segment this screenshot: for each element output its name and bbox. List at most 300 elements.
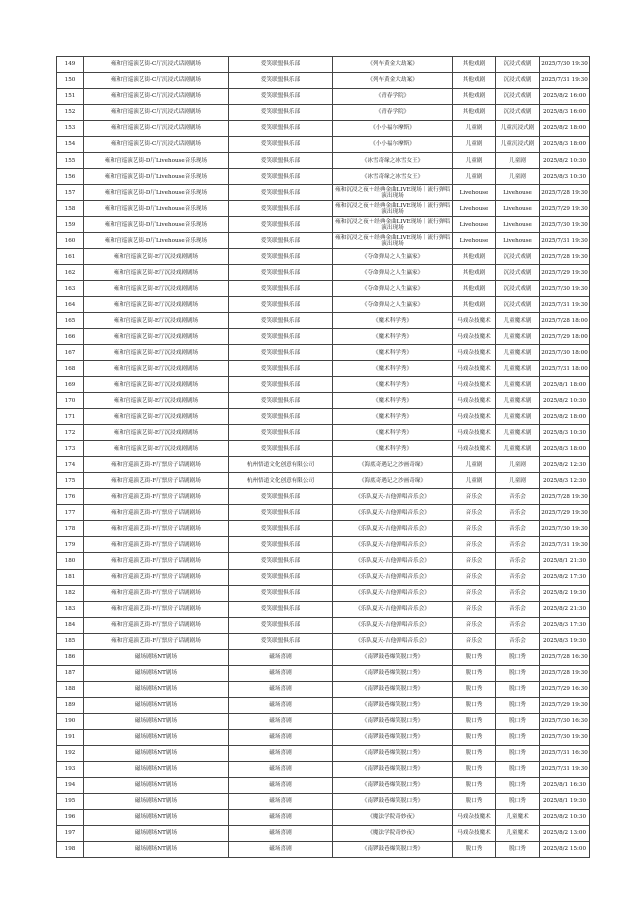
subcategory-cell: 脱口秀 — [496, 777, 540, 793]
datetime-cell: 2025/8/3 12:30 — [540, 473, 590, 489]
datetime-cell: 2025/8/2 16:00 — [540, 89, 590, 105]
datetime-cell: 2025/8/2 13:00 — [540, 825, 590, 841]
datetime-cell: 2025/7/31 19:30 — [540, 761, 590, 777]
category-cell: 马戏杂技魔术 — [453, 393, 496, 409]
show-title-cell: 《南锣鼓巷爆笑脱口秀》 — [333, 777, 453, 793]
row-number: 184 — [57, 617, 84, 633]
category-cell: 脱口秀 — [453, 841, 496, 857]
venue-cell: 雍和宫巡演艺街-E厅沉浸戏剧剧场 — [84, 377, 229, 393]
show-title-cell: 《魔术科学秀》 — [333, 393, 453, 409]
show-title-cell: 《魔术科学秀》 — [333, 377, 453, 393]
venue-cell: 磁场剧场NT剧场 — [84, 825, 229, 841]
datetime-cell: 2025/8/3 19:30 — [540, 633, 590, 649]
table-row — [57, 617, 590, 633]
category-cell: 马戏杂技魔术 — [453, 409, 496, 425]
category-cell: 音乐会 — [453, 521, 496, 537]
row-number: 186 — [57, 649, 84, 665]
subcategory-cell: 沉浸式戏剧 — [496, 73, 540, 89]
datetime-cell: 2025/7/29 19:30 — [540, 201, 590, 217]
datetime-cell: 2025/8/3 10:30 — [540, 425, 590, 441]
table-row — [57, 665, 590, 681]
venue-cell: 雍和宫巡演艺街-C厅沉浸式话剧剧场 — [84, 57, 229, 73]
row-number: 182 — [57, 585, 84, 601]
subcategory-cell: 沉浸式戏剧 — [496, 297, 540, 313]
organizer-cell: 磁场喜剧 — [229, 793, 333, 809]
organizer-cell: 爱笑联盟俱乐部 — [229, 265, 333, 281]
subcategory-cell: Livehouse — [496, 201, 540, 217]
table-row — [57, 697, 590, 713]
datetime-cell: 2025/7/31 19:30 — [540, 297, 590, 313]
venue-cell: 磁场剧场NT剧场 — [84, 697, 229, 713]
venue-cell: 雍和宫巡演艺街-E厅沉浸戏剧剧场 — [84, 409, 229, 425]
row-number: 160 — [57, 233, 84, 249]
organizer-cell: 爱笑联盟俱乐部 — [229, 249, 333, 265]
datetime-cell: 2025/7/30 19:30 — [540, 281, 590, 297]
category-cell: 音乐会 — [453, 505, 496, 521]
category-cell: 脱口秀 — [453, 649, 496, 665]
table-row — [57, 137, 590, 153]
category-cell: 其他戏剧 — [453, 249, 496, 265]
table-row — [57, 553, 590, 569]
table-row — [57, 601, 590, 617]
subcategory-cell: 沉浸式戏剧 — [496, 249, 540, 265]
venue-cell: 雍和宫巡演艺街-D厅Livehouse音乐现场 — [84, 217, 229, 233]
category-cell: 脱口秀 — [453, 777, 496, 793]
datetime-cell: 2025/7/29 16:30 — [540, 681, 590, 697]
datetime-cell: 2025/8/2 15:00 — [540, 841, 590, 857]
category-cell: 脱口秀 — [453, 761, 496, 777]
category-cell: 马戏杂技魔术 — [453, 809, 496, 825]
organizer-cell: 爱笑联盟俱乐部 — [229, 441, 333, 457]
organizer-cell: 爱笑联盟俱乐部 — [229, 361, 333, 377]
show-title-cell: 《青春学院》 — [333, 105, 453, 121]
organizer-cell: 爱笑联盟俱乐部 — [229, 393, 333, 409]
organizer-cell: 爱笑联盟俱乐部 — [229, 169, 333, 185]
datetime-cell: 2025/8/2 17:30 — [540, 569, 590, 585]
datetime-cell: 2025/7/28 19:30 — [540, 249, 590, 265]
category-cell: 儿童剧 — [453, 457, 496, 473]
category-cell: 其他戏剧 — [453, 297, 496, 313]
datetime-cell: 2025/8/2 18:00 — [540, 121, 590, 137]
show-title-cell: 《南锣鼓巷爆笑脱口秀》 — [333, 713, 453, 729]
subcategory-cell: 儿童魔术剧 — [496, 377, 540, 393]
show-title-cell: 《南锣鼓巷爆笑脱口秀》 — [333, 841, 453, 857]
subcategory-cell: 儿童魔术剧 — [496, 393, 540, 409]
datetime-cell: 2025/7/31 18:00 — [540, 361, 590, 377]
table-row — [57, 185, 590, 201]
show-title-cell: 《魔术科学秀》 — [333, 441, 453, 457]
subcategory-cell: 儿童魔术剧 — [496, 329, 540, 345]
row-number: 190 — [57, 713, 84, 729]
datetime-cell: 2025/8/3 16:00 — [540, 105, 590, 121]
row-number: 198 — [57, 841, 84, 857]
subcategory-cell: 脱口秀 — [496, 713, 540, 729]
row-number: 149 — [57, 57, 84, 73]
category-cell: 马戏杂技魔术 — [453, 425, 496, 441]
organizer-cell: 爱笑联盟俱乐部 — [229, 521, 333, 537]
category-cell: Livehouse — [453, 217, 496, 233]
subcategory-cell: Livehouse — [496, 233, 540, 249]
organizer-cell: 爱笑联盟俱乐部 — [229, 345, 333, 361]
table-row — [57, 441, 590, 457]
row-number: 181 — [57, 569, 84, 585]
row-number: 195 — [57, 793, 84, 809]
show-title-cell: 《魔术科学秀》 — [333, 409, 453, 425]
show-title-cell: 《乐队夏天-吉他弹唱音乐会》 — [333, 521, 453, 537]
category-cell: 脱口秀 — [453, 745, 496, 761]
category-cell: 马戏杂技魔术 — [453, 329, 496, 345]
table-row — [57, 585, 590, 601]
row-number: 178 — [57, 521, 84, 537]
show-title-cell: 《夺命弹局之人生赢家》 — [333, 281, 453, 297]
row-number: 176 — [57, 489, 84, 505]
venue-cell: 雍和宫巡演艺街-C厅沉浸式话剧剧场 — [84, 73, 229, 89]
venue-cell: 雍和宫巡演艺街-F厅票房子话剧剧场 — [84, 569, 229, 585]
show-title-cell: 《南锣鼓巷爆笑脱口秀》 — [333, 793, 453, 809]
show-title-cell: 雍和沉浸之夜＋经典金曲LIVE现场｜流行弹唱演出现场 — [333, 233, 453, 249]
category-cell: Livehouse — [453, 185, 496, 201]
venue-cell: 雍和宫巡演艺街-E厅沉浸戏剧剧场 — [84, 329, 229, 345]
venue-cell: 雍和宫巡演艺街-E厅沉浸戏剧剧场 — [84, 313, 229, 329]
venue-cell: 雍和宫巡演艺街-F厅票房子话剧剧场 — [84, 537, 229, 553]
organizer-cell: 爱笑联盟俱乐部 — [229, 377, 333, 393]
subcategory-cell: 儿童沉浸式剧 — [496, 121, 540, 137]
venue-cell: 雍和宫巡演艺街-C厅沉浸式话剧剧场 — [84, 137, 229, 153]
performance-schedule-table — [56, 56, 590, 858]
show-title-cell: 《魔法学院奇妙夜》 — [333, 809, 453, 825]
organizer-cell: 磁场喜剧 — [229, 649, 333, 665]
organizer-cell: 爱笑联盟俱乐部 — [229, 329, 333, 345]
organizer-cell: 爱笑联盟俱乐部 — [229, 89, 333, 105]
show-title-cell: 《海底奇遇记之沙画奇缘》 — [333, 473, 453, 489]
table-row — [57, 73, 590, 89]
organizer-cell: 磁场喜剧 — [229, 761, 333, 777]
datetime-cell: 2025/8/2 12:30 — [540, 457, 590, 473]
datetime-cell: 2025/7/30 19:30 — [540, 57, 590, 73]
row-number: 162 — [57, 265, 84, 281]
venue-cell: 磁场剧场NT剧场 — [84, 761, 229, 777]
show-title-cell: 《乐队夏天-吉他弹唱音乐会》 — [333, 569, 453, 585]
table-row — [57, 169, 590, 185]
organizer-cell: 磁场喜剧 — [229, 841, 333, 857]
row-number: 183 — [57, 601, 84, 617]
table-row — [57, 713, 590, 729]
venue-cell: 磁场剧场NT剧场 — [84, 649, 229, 665]
table-row — [57, 313, 590, 329]
category-cell: 音乐会 — [453, 553, 496, 569]
table-row — [57, 729, 590, 745]
venue-cell: 雍和宫巡演艺街-F厅票房子话剧剧场 — [84, 505, 229, 521]
subcategory-cell: 沉浸式戏剧 — [496, 281, 540, 297]
organizer-cell: 磁场喜剧 — [229, 697, 333, 713]
table-row — [57, 841, 590, 857]
organizer-cell: 爱笑联盟俱乐部 — [229, 537, 333, 553]
subcategory-cell: 儿童沉浸式剧 — [496, 137, 540, 153]
datetime-cell: 2025/8/3 18:00 — [540, 137, 590, 153]
venue-cell: 雍和宫巡演艺街-E厅沉浸戏剧剧场 — [84, 345, 229, 361]
venue-cell: 雍和宫巡演艺街-C厅沉浸式话剧剧场 — [84, 89, 229, 105]
subcategory-cell: 儿童剧 — [496, 457, 540, 473]
venue-cell: 雍和宫巡演艺街-F厅票房子话剧剧场 — [84, 633, 229, 649]
datetime-cell: 2025/7/29 19:30 — [540, 505, 590, 521]
organizer-cell: 磁场喜剧 — [229, 729, 333, 745]
subcategory-cell: 音乐会 — [496, 569, 540, 585]
subcategory-cell: 儿童魔术剧 — [496, 313, 540, 329]
organizer-cell: 磁场喜剧 — [229, 745, 333, 761]
row-number: 151 — [57, 89, 84, 105]
subcategory-cell: 音乐会 — [496, 521, 540, 537]
row-number: 170 — [57, 393, 84, 409]
row-number: 163 — [57, 281, 84, 297]
category-cell: 儿童剧 — [453, 169, 496, 185]
organizer-cell: 磁场喜剧 — [229, 825, 333, 841]
subcategory-cell: 脱口秀 — [496, 681, 540, 697]
venue-cell: 雍和宫巡演艺街-E厅沉浸戏剧剧场 — [84, 361, 229, 377]
category-cell: 其他戏剧 — [453, 105, 496, 121]
show-title-cell: 《南锣鼓巷爆笑脱口秀》 — [333, 761, 453, 777]
row-number: 187 — [57, 665, 84, 681]
venue-cell: 磁场剧场NT剧场 — [84, 777, 229, 793]
table-row — [57, 89, 590, 105]
venue-cell: 磁场剧场NT剧场 — [84, 729, 229, 745]
venue-cell: 雍和宫巡演艺街-E厅沉浸戏剧剧场 — [84, 281, 229, 297]
subcategory-cell: 音乐会 — [496, 537, 540, 553]
datetime-cell: 2025/8/1 21:30 — [540, 553, 590, 569]
venue-cell: 雍和宫巡演艺街-C厅沉浸式话剧剧场 — [84, 121, 229, 137]
category-cell: 马戏杂技魔术 — [453, 377, 496, 393]
table-row — [57, 793, 590, 809]
table-row — [57, 457, 590, 473]
subcategory-cell: 脱口秀 — [496, 697, 540, 713]
show-title-cell: 《南锣鼓巷爆笑脱口秀》 — [333, 681, 453, 697]
show-title-cell: 《青春学院》 — [333, 89, 453, 105]
venue-cell: 磁场剧场NT剧场 — [84, 665, 229, 681]
venue-cell: 雍和宫巡演艺街-E厅沉浸戏剧剧场 — [84, 265, 229, 281]
category-cell: 音乐会 — [453, 489, 496, 505]
venue-cell: 雍和宫巡演艺街-D厅Livehouse音乐现场 — [84, 153, 229, 169]
organizer-cell: 爱笑联盟俱乐部 — [229, 553, 333, 569]
show-title-cell: 《南锣鼓巷爆笑脱口秀》 — [333, 745, 453, 761]
datetime-cell: 2025/8/2 10:30 — [540, 809, 590, 825]
subcategory-cell: 脱口秀 — [496, 665, 540, 681]
venue-cell: 雍和宫巡演艺街-D厅Livehouse音乐现场 — [84, 233, 229, 249]
show-title-cell: 《魔术科学秀》 — [333, 313, 453, 329]
subcategory-cell: Livehouse — [496, 217, 540, 233]
category-cell: 音乐会 — [453, 633, 496, 649]
category-cell: 马戏杂技魔术 — [453, 825, 496, 841]
table-row — [57, 745, 590, 761]
venue-cell: 磁场剧场NT剧场 — [84, 681, 229, 697]
venue-cell: 雍和宫巡演艺街-E厅沉浸戏剧剧场 — [84, 441, 229, 457]
subcategory-cell: 沉浸式戏剧 — [496, 89, 540, 105]
venue-cell: 磁场剧场NT剧场 — [84, 809, 229, 825]
datetime-cell: 2025/7/28 16:30 — [540, 649, 590, 665]
category-cell: 其他戏剧 — [453, 265, 496, 281]
table-row — [57, 425, 590, 441]
organizer-cell: 磁场喜剧 — [229, 665, 333, 681]
show-title-cell: 《小小福尔摩斯》 — [333, 137, 453, 153]
subcategory-cell: 儿童剧 — [496, 473, 540, 489]
table-row — [57, 681, 590, 697]
table-row — [57, 153, 590, 169]
datetime-cell: 2025/8/3 18:00 — [540, 441, 590, 457]
subcategory-cell: 沉浸式戏剧 — [496, 265, 540, 281]
table-row — [57, 217, 590, 233]
datetime-cell: 2025/7/30 18:00 — [540, 345, 590, 361]
datetime-cell: 2025/7/30 19:30 — [540, 217, 590, 233]
organizer-cell: 爱笑联盟俱乐部 — [229, 409, 333, 425]
row-number: 196 — [57, 809, 84, 825]
category-cell: 儿童剧 — [453, 121, 496, 137]
table-row — [57, 105, 590, 121]
row-number: 180 — [57, 553, 84, 569]
row-number: 179 — [57, 537, 84, 553]
venue-cell: 雍和宫巡演艺街-E厅沉浸戏剧剧场 — [84, 425, 229, 441]
datetime-cell: 2025/8/1 19:30 — [540, 793, 590, 809]
category-cell: 脱口秀 — [453, 713, 496, 729]
row-number: 192 — [57, 745, 84, 761]
table-row — [57, 569, 590, 585]
datetime-cell: 2025/7/29 19:30 — [540, 265, 590, 281]
row-number: 174 — [57, 457, 84, 473]
organizer-cell: 爱笑联盟俱乐部 — [229, 489, 333, 505]
datetime-cell: 2025/7/29 18:00 — [540, 329, 590, 345]
table-row — [57, 121, 590, 137]
datetime-cell: 2025/8/1 18:00 — [540, 377, 590, 393]
performance-schedule-sheet — [56, 56, 589, 858]
datetime-cell: 2025/8/2 19:30 — [540, 585, 590, 601]
show-title-cell: 《小小福尔摩斯》 — [333, 121, 453, 137]
venue-cell: 雍和宫巡演艺街-F厅票房子话剧剧场 — [84, 585, 229, 601]
show-title-cell: 《夺命弹局之人生赢家》 — [333, 265, 453, 281]
show-title-cell: 《乐队夏天-吉他弹唱音乐会》 — [333, 489, 453, 505]
row-number: 172 — [57, 425, 84, 441]
datetime-cell: 2025/8/3 10:30 — [540, 169, 590, 185]
venue-cell: 雍和宫巡演艺街-C厅沉浸式话剧剧场 — [84, 105, 229, 121]
show-title-cell: 《南锣鼓巷爆笑脱口秀》 — [333, 649, 453, 665]
row-number: 189 — [57, 697, 84, 713]
subcategory-cell: 儿童剧 — [496, 169, 540, 185]
subcategory-cell: 音乐会 — [496, 489, 540, 505]
organizer-cell: 磁场喜剧 — [229, 713, 333, 729]
organizer-cell: 爱笑联盟俱乐部 — [229, 281, 333, 297]
row-number: 197 — [57, 825, 84, 841]
category-cell: 其他戏剧 — [453, 73, 496, 89]
subcategory-cell: 沉浸式戏剧 — [496, 57, 540, 73]
datetime-cell: 2025/7/28 19:30 — [540, 489, 590, 505]
subcategory-cell: 儿童魔术 — [496, 809, 540, 825]
show-title-cell: 雍和沉浸之夜＋经典金曲LIVE现场｜流行弹唱演出现场 — [333, 185, 453, 201]
subcategory-cell: 脱口秀 — [496, 649, 540, 665]
datetime-cell: 2025/7/30 19:30 — [540, 729, 590, 745]
category-cell: 音乐会 — [453, 601, 496, 617]
table-row — [57, 297, 590, 313]
row-number: 169 — [57, 377, 84, 393]
organizer-cell: 爱笑联盟俱乐部 — [229, 57, 333, 73]
subcategory-cell: 沉浸式戏剧 — [496, 105, 540, 121]
table-row — [57, 409, 590, 425]
subcategory-cell: 脱口秀 — [496, 729, 540, 745]
row-number: 175 — [57, 473, 84, 489]
table-row — [57, 809, 590, 825]
organizer-cell: 爱笑联盟俱乐部 — [229, 505, 333, 521]
datetime-cell: 2025/7/28 19:30 — [540, 665, 590, 681]
row-number: 166 — [57, 329, 84, 345]
organizer-cell: 爱笑联盟俱乐部 — [229, 105, 333, 121]
datetime-cell: 2025/7/30 19:30 — [540, 521, 590, 537]
table-row — [57, 201, 590, 217]
venue-cell: 雍和宫巡演艺街-F厅票房子话剧剧场 — [84, 553, 229, 569]
venue-cell: 雍和宫巡演艺街-D厅Livehouse音乐现场 — [84, 185, 229, 201]
category-cell: 其他戏剧 — [453, 57, 496, 73]
show-title-cell: 《魔术科学秀》 — [333, 345, 453, 361]
organizer-cell: 爱笑联盟俱乐部 — [229, 73, 333, 89]
row-number: 173 — [57, 441, 84, 457]
organizer-cell: 爱笑联盟俱乐部 — [229, 585, 333, 601]
venue-cell: 磁场剧场NT剧场 — [84, 713, 229, 729]
organizer-cell: 磁场喜剧 — [229, 777, 333, 793]
show-title-cell: 《乐队夏天-吉他弹唱音乐会》 — [333, 633, 453, 649]
subcategory-cell: 儿童魔术剧 — [496, 361, 540, 377]
show-title-cell: 《冰雪奇缘之冰雪女王》 — [333, 169, 453, 185]
table-row — [57, 233, 590, 249]
table-row — [57, 537, 590, 553]
table-row — [57, 489, 590, 505]
subcategory-cell: 儿童魔术剧 — [496, 345, 540, 361]
row-number: 150 — [57, 73, 84, 89]
datetime-cell: 2025/7/31 19:30 — [540, 537, 590, 553]
organizer-cell: 爱笑联盟俱乐部 — [229, 313, 333, 329]
row-number: 152 — [57, 105, 84, 121]
venue-cell: 磁场剧场NT剧场 — [84, 841, 229, 857]
organizer-cell: 爱笑联盟俱乐部 — [229, 233, 333, 249]
category-cell: Livehouse — [453, 233, 496, 249]
show-title-cell: 《乐队夏天-吉他弹唱音乐会》 — [333, 585, 453, 601]
venue-cell: 雍和宫巡演艺街-F厅票房子话剧剧场 — [84, 457, 229, 473]
table-row — [57, 57, 590, 73]
show-title-cell: 《乐队夏天-吉他弹唱音乐会》 — [333, 617, 453, 633]
organizer-cell: 爱笑联盟俱乐部 — [229, 201, 333, 217]
subcategory-cell: 儿童魔术 — [496, 825, 540, 841]
datetime-cell: 2025/8/2 21:30 — [540, 601, 590, 617]
row-number: 164 — [57, 297, 84, 313]
organizer-cell: 爱笑联盟俱乐部 — [229, 425, 333, 441]
organizer-cell: 爱笑联盟俱乐部 — [229, 121, 333, 137]
organizer-cell: 爱笑联盟俱乐部 — [229, 601, 333, 617]
venue-cell: 磁场剧场NT剧场 — [84, 793, 229, 809]
show-title-cell: 《南锣鼓巷爆笑脱口秀》 — [333, 729, 453, 745]
subcategory-cell: 脱口秀 — [496, 841, 540, 857]
show-title-cell: 《魔法学院奇妙夜》 — [333, 825, 453, 841]
venue-cell: 雍和宫巡演艺街-D厅Livehouse音乐现场 — [84, 169, 229, 185]
subcategory-cell: 音乐会 — [496, 553, 540, 569]
organizer-cell: 杭州悟道文化创意有限公司 — [229, 473, 333, 489]
category-cell: 儿童剧 — [453, 137, 496, 153]
row-number: 154 — [57, 137, 84, 153]
table-row — [57, 505, 590, 521]
show-title-cell: 《列车黄金大劫案》 — [333, 73, 453, 89]
subcategory-cell: 音乐会 — [496, 617, 540, 633]
table-row — [57, 249, 590, 265]
table-row — [57, 329, 590, 345]
category-cell: 音乐会 — [453, 569, 496, 585]
row-number: 193 — [57, 761, 84, 777]
datetime-cell: 2025/7/29 19:30 — [540, 697, 590, 713]
table-row — [57, 825, 590, 841]
show-title-cell: 雍和沉浸之夜＋经典金曲LIVE现场｜流行弹唱演出现场 — [333, 201, 453, 217]
row-number: 165 — [57, 313, 84, 329]
category-cell: 音乐会 — [453, 537, 496, 553]
